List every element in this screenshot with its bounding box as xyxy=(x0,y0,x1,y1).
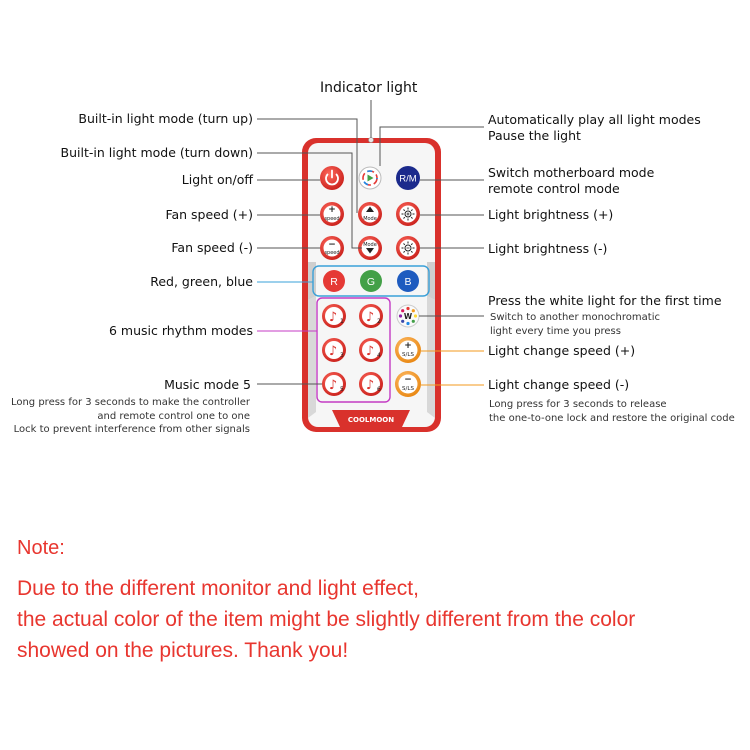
rm-label: R/M xyxy=(399,173,417,185)
fan-up-speed-label: speed xyxy=(324,216,340,222)
music-note-icon: ♪ xyxy=(328,344,338,359)
fan-speed-down-button[interactable] xyxy=(320,236,344,260)
brand-logo-text: COOLMOON xyxy=(347,416,395,424)
music-mode-5-button[interactable] xyxy=(322,372,346,396)
mode-up-button[interactable] xyxy=(358,202,382,226)
music-note-icon: ♪ xyxy=(365,310,375,325)
music-mode-2-button[interactable] xyxy=(359,304,383,328)
switch-mb-label xyxy=(488,165,654,197)
remote-mode-line: remote control mode xyxy=(488,181,620,196)
builtin-up-label: Built-in light mode (turn up) xyxy=(78,111,253,126)
note-line: the actual color of the item might be slightly different from the color xyxy=(17,608,636,631)
minus-icon: − xyxy=(404,375,412,385)
white-light-button[interactable] xyxy=(397,305,419,327)
red-label: R xyxy=(330,276,338,288)
fan-plus-label: Fan speed (+) xyxy=(165,207,253,222)
red-button[interactable] xyxy=(323,270,345,292)
music-note-icon: ♪ xyxy=(365,344,375,359)
blue-label: B xyxy=(404,276,412,288)
mode-down-label: Mode xyxy=(363,242,377,248)
bright-plus-label: Light brightness (+) xyxy=(488,207,614,222)
white-light-note-line: Switch to another monochromatic xyxy=(490,312,660,323)
plus-icon: + xyxy=(328,205,336,215)
note-title: Note: xyxy=(17,537,65,559)
music-mode-3-button[interactable] xyxy=(322,338,346,362)
music-modes-label: 6 music rhythm modes xyxy=(108,323,253,338)
white-light-note-line: light every time you press xyxy=(490,325,621,337)
music-num-1: 1 xyxy=(340,318,344,325)
mode-up-label: Mode xyxy=(363,216,377,222)
switch-mb-line: Switch motherboard mode xyxy=(488,165,655,180)
speed-minus-note xyxy=(489,398,735,425)
speed-down-button[interactable] xyxy=(395,371,421,397)
brightness-down-button[interactable] xyxy=(396,236,420,260)
brightness-up-button[interactable] xyxy=(396,202,420,226)
music-num-5: 5 xyxy=(340,386,344,393)
speed-up-button[interactable] xyxy=(395,337,421,363)
w-label: W xyxy=(403,312,413,321)
auto-play-label xyxy=(488,112,701,144)
note-body xyxy=(17,573,635,666)
music-mode5-note-line: and remote control one to one xyxy=(97,410,250,422)
music-mode-4-button[interactable] xyxy=(359,338,383,362)
speed-minus-label: Light change speed (-) xyxy=(488,377,630,392)
plus-icon: + xyxy=(404,341,412,351)
music-mode5-note-line: Long press for 3 seconds to make the controller xyxy=(10,397,250,408)
builtin-down-label: Built-in light mode (turn down) xyxy=(60,145,253,160)
speed-down-sls-label: S/LS xyxy=(402,386,414,392)
music-note-icon: ♪ xyxy=(328,378,338,393)
music-mode5-note-line: Lock to prevent interference from other signals xyxy=(13,424,250,435)
speed-up-sls-label: S/LS xyxy=(402,352,414,358)
power-button[interactable] xyxy=(320,166,344,190)
light-onoff-label: Light on/off xyxy=(181,172,253,187)
music-mode-1-button[interactable] xyxy=(322,304,346,328)
rm-button[interactable] xyxy=(396,166,420,190)
fan-minus-label: Fan speed (-) xyxy=(171,240,253,255)
white-light-label: Press the white light for the first time xyxy=(488,293,722,308)
blue-button[interactable] xyxy=(397,270,419,292)
music-num-4: 4 xyxy=(377,352,381,359)
speed-plus-label: Light change speed (+) xyxy=(488,343,636,358)
white-light-note xyxy=(490,311,660,338)
music-mode5-note xyxy=(11,396,250,437)
note-line: showed on the pictures. Thank you! xyxy=(17,639,349,662)
music-num-2: 2 xyxy=(377,318,381,325)
indicator-light-label: Indicator light xyxy=(320,80,418,96)
note-line: Due to the different monitor and light effect, xyxy=(17,577,419,600)
auto-play-line: Automatically play all light modes xyxy=(488,112,701,127)
speed-minus-note-line: the one-to-one lock and restore the original code xyxy=(489,412,735,424)
green-label: G xyxy=(366,276,376,288)
fan-down-speed-label: speed xyxy=(324,250,340,256)
green-button[interactable] xyxy=(360,270,382,292)
music-note-icon: ♪ xyxy=(328,310,338,325)
fan-speed-up-button[interactable] xyxy=(320,202,344,226)
pause-line: Pause the light xyxy=(488,128,581,143)
speed-minus-note-line: Long press for 3 seconds to release xyxy=(489,399,667,410)
music-note-icon: ♪ xyxy=(365,378,375,393)
music-mode-6-button[interactable] xyxy=(359,372,383,396)
minus-icon: − xyxy=(328,240,336,250)
auto-play-button[interactable] xyxy=(359,167,381,189)
bright-minus-label: Light brightness (-) xyxy=(488,241,608,256)
music-num-6: 6 xyxy=(377,386,381,393)
music-num-3: 3 xyxy=(340,352,344,359)
music-mode5-label: Music mode 5 xyxy=(164,377,251,392)
rgb-label: Red, green, blue xyxy=(150,274,253,289)
